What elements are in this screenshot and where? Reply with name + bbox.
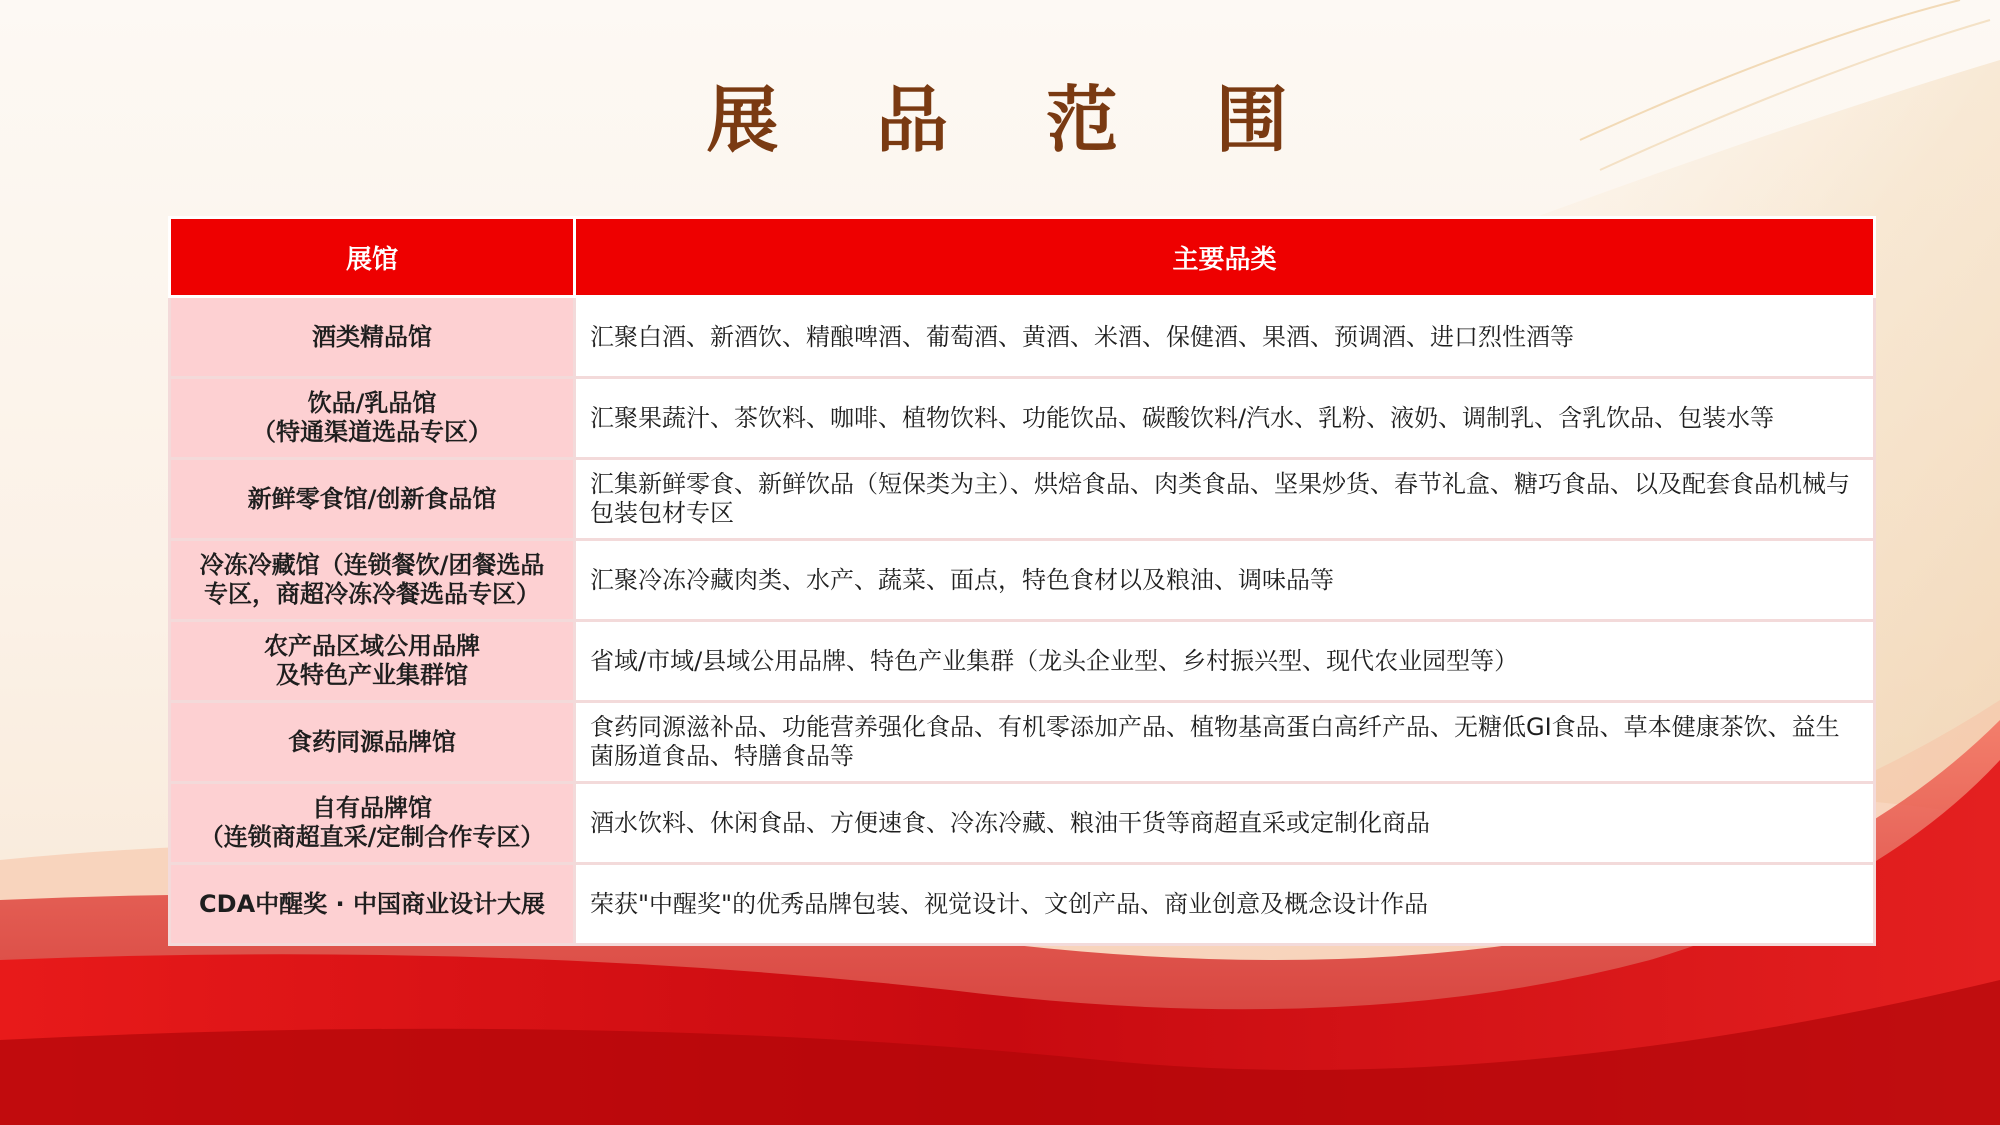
table-row: [170, 864, 1875, 945]
hall-cell: [170, 297, 575, 378]
categories-cell: 酒水饮料、休闲食品、方便速食、冷冻冷藏、粮油干货等商超直采或定制化商品: [575, 783, 1875, 864]
categories-cell: 汇聚冷冻冷藏肉类、水产、蔬菜、面点，特色食材以及粮油、调味品等: [575, 540, 1875, 621]
categories-cell: 省域/市域/县域公用品牌、特色产业集群（龙头企业型、乡村振兴型、现代农业园型等）: [575, 621, 1875, 702]
table-row: [170, 702, 1875, 783]
hall-name: 新鲜零食馆/创新食品馆: [247, 484, 497, 513]
title-char: 品: [876, 77, 954, 162]
categories-cell: 汇聚果蔬汁、茶饮料、咖啡、植物饮料、功能饮品、碳酸饮料/汽水、乳粉、液奶、调制乳、含乳饮品、包装水等: [575, 378, 1875, 459]
table-row: [170, 459, 1875, 540]
hall-name: CDA中醒奖 · 中国商业设计大展: [199, 889, 545, 918]
hall-cell: [170, 459, 575, 540]
hall-subtitle: （特通渠道选品专区）: [252, 418, 492, 446]
hall-cell: [170, 702, 575, 783]
hall-name: 饮品/乳品馆: [307, 389, 437, 418]
hall-cell: [170, 540, 575, 621]
hall-cell: [170, 783, 575, 864]
title-char: 围: [1215, 77, 1294, 162]
categories-cell: 食药同源滋补品、功能营养强化食品、有机零添加产品、植物基高蛋白高纤产品、无糖低GI食品、草本健康茶饮、益生菌肠道食品、特膳食品等: [575, 702, 1875, 783]
table-row: [170, 621, 1875, 702]
table-row: [170, 297, 1875, 378]
hall-name: 自有品牌馆: [312, 794, 432, 823]
categories-cell: 荣获"中醒奖"的优秀品牌包装、视觉设计、文创产品、商业创意及概念设计作品: [575, 864, 1875, 945]
categories-cell: 汇集新鲜零食、新鲜饮品（短保类为主）、烘焙食品、肉类食品、坚果炒货、春节礼盒、糖巧食品、以及配套食品机械与包装包材专区: [575, 459, 1875, 540]
table-row: [170, 783, 1875, 864]
hall-name: 食药同源品牌馆: [288, 727, 456, 756]
hall-name: 农产品区域公用品牌: [264, 632, 480, 661]
page-title: [0, 62, 2000, 166]
hall-subtitle: 及特色产业集群馆: [276, 661, 468, 689]
exhibit-scope-table: [168, 216, 1876, 946]
hall-name: 冷冻冷藏馆（连锁餐饮/团餐选品: [199, 551, 545, 580]
header-categories: 主要品类: [575, 218, 1875, 297]
table-row: [170, 540, 1875, 621]
hall-subtitle: 专区，商超冷冻冷餐选品专区）: [204, 580, 540, 608]
title-char: 范: [1046, 77, 1124, 162]
header-hall: 展馆: [170, 218, 575, 297]
table-row: [170, 378, 1875, 459]
hall-cell: [170, 864, 575, 945]
hall-cell: [170, 621, 575, 702]
categories-cell: 汇聚白酒、新酒饮、精酿啤酒、葡萄酒、黄酒、米酒、保健酒、果酒、预调酒、进口烈性酒等: [575, 297, 1875, 378]
title-char: 展: [706, 77, 785, 162]
hall-cell: [170, 378, 575, 459]
hall-name: 酒类精品馆: [312, 322, 432, 351]
table-header-row: [170, 218, 1875, 297]
hall-subtitle: （连锁商超直采/定制合作专区）: [199, 823, 545, 851]
